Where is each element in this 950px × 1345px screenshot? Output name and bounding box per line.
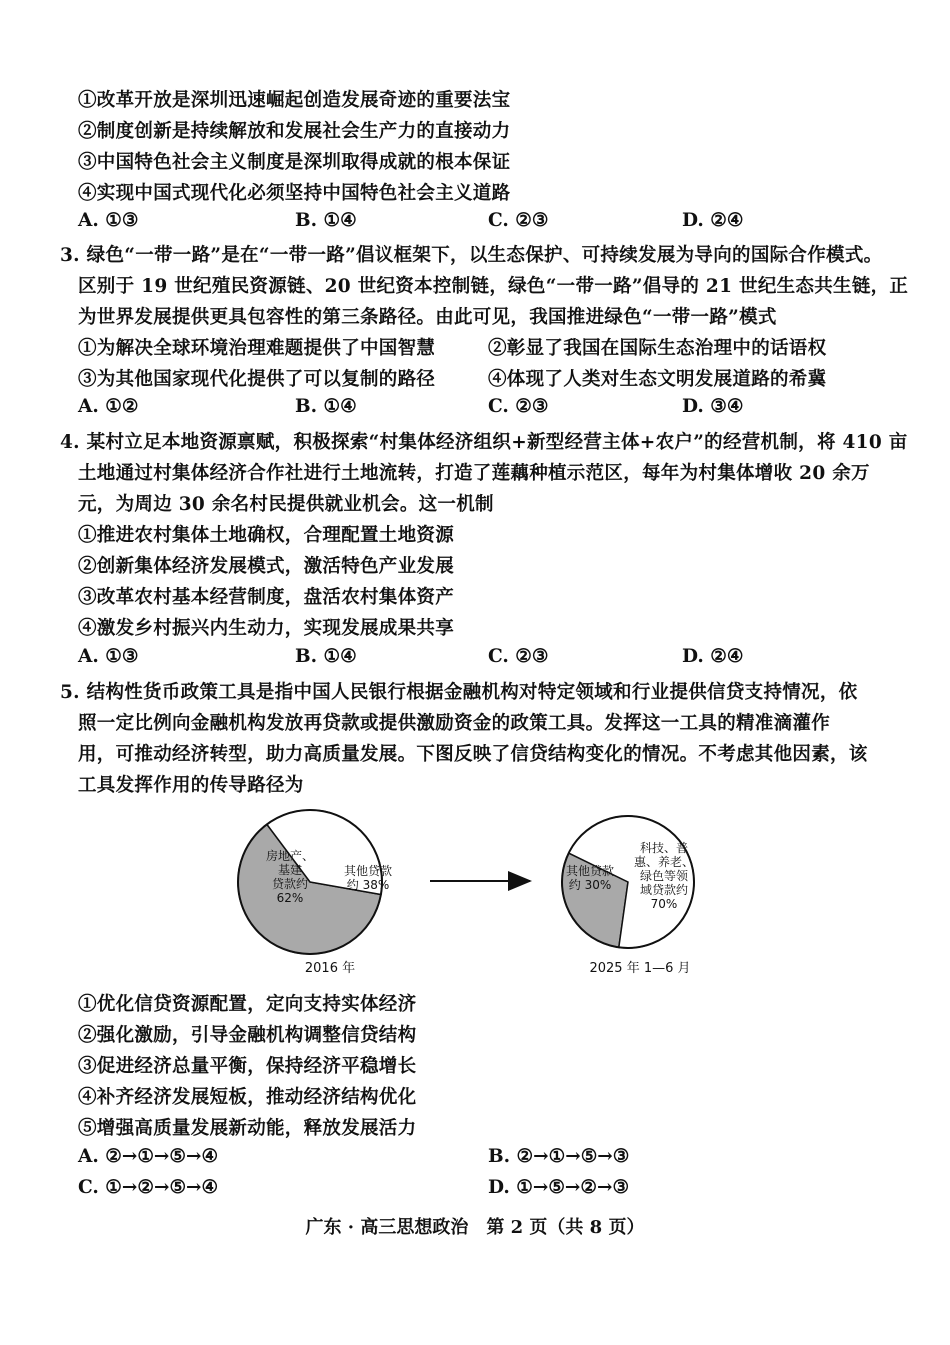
- q5-option-b: B. ②→①→⑤→③: [488, 1146, 630, 1167]
- q2-item-4: ④实现中国式现代化必须坚持中国特色社会主义道路: [78, 183, 511, 204]
- q5-stem-line-3: 用，可推动经济转型，助力高质量发展。下图反映了信贷结构变化的情况。不考虑其他因素，该: [78, 744, 868, 765]
- q3-item-2: ②彰显了我国在国际生态治理中的话语权: [488, 338, 827, 359]
- pie-2016-title: 2016 年: [304, 961, 356, 976]
- q2-item-1: ①改革开放是深圳迅速崛起创造发展奇迹的重要法宝: [78, 90, 511, 111]
- q3-stem-line-2: 区别于 19 世纪殖民资源链、20 世纪资本控制链，绿色“一带一路”倡导的 21 世纪生态共生链，正: [78, 276, 909, 297]
- q5-option-a: A. ②→①→⑤→④: [78, 1146, 219, 1167]
- q3-option-d: D. ③④: [682, 396, 744, 417]
- pie-slice-label: 房地产、基建贷款约 62%: [265, 849, 315, 905]
- q3-item-3: ③为其他国家现代化提供了可以复制的路径: [78, 369, 436, 390]
- q5-item-4: ④补齐经济发展短板，推动经济结构优化: [78, 1087, 417, 1108]
- q2-item-3: ③中国特色社会主义制度是深圳取得成就的根本保证: [78, 152, 511, 173]
- q5-item-5: ⑤增强高质量发展新动能，释放发展活力: [78, 1118, 417, 1139]
- q2-option-d: D. ②④: [682, 210, 744, 231]
- pie-2025-title: 2025 年 1—6 月: [589, 961, 691, 976]
- q4-item-1: ①推进农村集体土地确权，合理配置土地资源: [78, 525, 455, 546]
- q5-item-3: ③促进经济总量平衡，保持经济平稳增长: [78, 1056, 417, 1077]
- q4-option-c: C. ②③: [488, 646, 549, 667]
- q4-item-4: ④激发乡村振兴内生动力，实现发展成果共享: [78, 618, 455, 639]
- credit-structure-chart: [0, 800, 950, 990]
- q5-option-c: C. ①→②→⑤→④: [78, 1177, 219, 1198]
- q5-stem-line-1: 5. 结构性货币政策工具是指中国人民银行根据金融机构对特定领域和行业提供信贷支持情况，依: [60, 682, 858, 703]
- q3-option-b: B. ①④: [295, 396, 357, 417]
- q3-item-1: ①为解决全球环境治理难题提供了中国智慧: [78, 338, 436, 359]
- q4-item-3: ③改革农村基本经营制度，盘活农村集体资产: [78, 587, 455, 608]
- q2-option-b: B. ①④: [295, 210, 357, 231]
- pie-2025: [562, 816, 694, 948]
- q3-option-a: A. ①②: [78, 396, 139, 417]
- q5-option-d: D. ①→⑤→②→③: [488, 1177, 630, 1198]
- pie-slice-label: 其他贷款约 38%: [343, 864, 393, 892]
- q2-item-2: ②制度创新是持续解放和发展社会生产力的直接动力: [78, 121, 511, 142]
- q4-item-2: ②创新集体经济发展模式，激活特色产业发展: [78, 556, 455, 577]
- q2-option-c: C. ②③: [488, 210, 549, 231]
- pie-slice-label: 科技、普惠、养老、绿色等领域贷款约 70%: [633, 841, 695, 911]
- page-footer: 广东 · 高三思想政治 第 2 页（共 8 页）: [305, 1217, 645, 1238]
- q2-option-a: A. ①③: [78, 210, 139, 231]
- q3-item-4: ④体现了人类对生态文明发展道路的希冀: [488, 369, 827, 390]
- q5-stem-line-2: 照一定比例向金融机构发放再贷款或提供激励资金的政策工具。发挥这一工具的精准滴灌作: [78, 713, 831, 734]
- q3-stem-line-1: 3. 绿色“一带一路”是在“一带一路”倡议框架下，以生态保护、可持续发展为导向的国际合作模式。: [60, 245, 883, 266]
- pie-2016: [238, 810, 392, 954]
- q5-stem-line-4: 工具发挥作用的传导路径为: [78, 775, 304, 796]
- q4-option-b: B. ①④: [295, 646, 357, 667]
- q4-stem-line-3: 元，为周边 30 余名村民提供就业机会。这一机制: [78, 494, 494, 515]
- q3-stem-line-3: 为世界发展提供更具包容性的第三条路径。由此可见，我国推进绿色“一带一路”模式: [78, 307, 777, 328]
- q3-option-c: C. ②③: [488, 396, 549, 417]
- q5-item-1: ①优化信贷资源配置，定向支持实体经济: [78, 994, 417, 1015]
- q4-stem-line-2: 土地通过村集体经济合作社进行土地流转，打造了莲藕种植示范区，每年为村集体增收 20 余万: [78, 463, 870, 484]
- q4-option-d: D. ②④: [682, 646, 744, 667]
- pie-slice-label: 其他贷款约 30%: [565, 864, 615, 892]
- q5-item-2: ②强化激励，引导金融机构调整信贷结构: [78, 1025, 417, 1046]
- q4-stem-line-1: 4. 某村立足本地资源禀赋，积极探索“村集体经济组织+新型经营主体+农户”的经营机制，将 410 亩: [60, 432, 908, 453]
- q4-option-a: A. ①③: [78, 646, 139, 667]
